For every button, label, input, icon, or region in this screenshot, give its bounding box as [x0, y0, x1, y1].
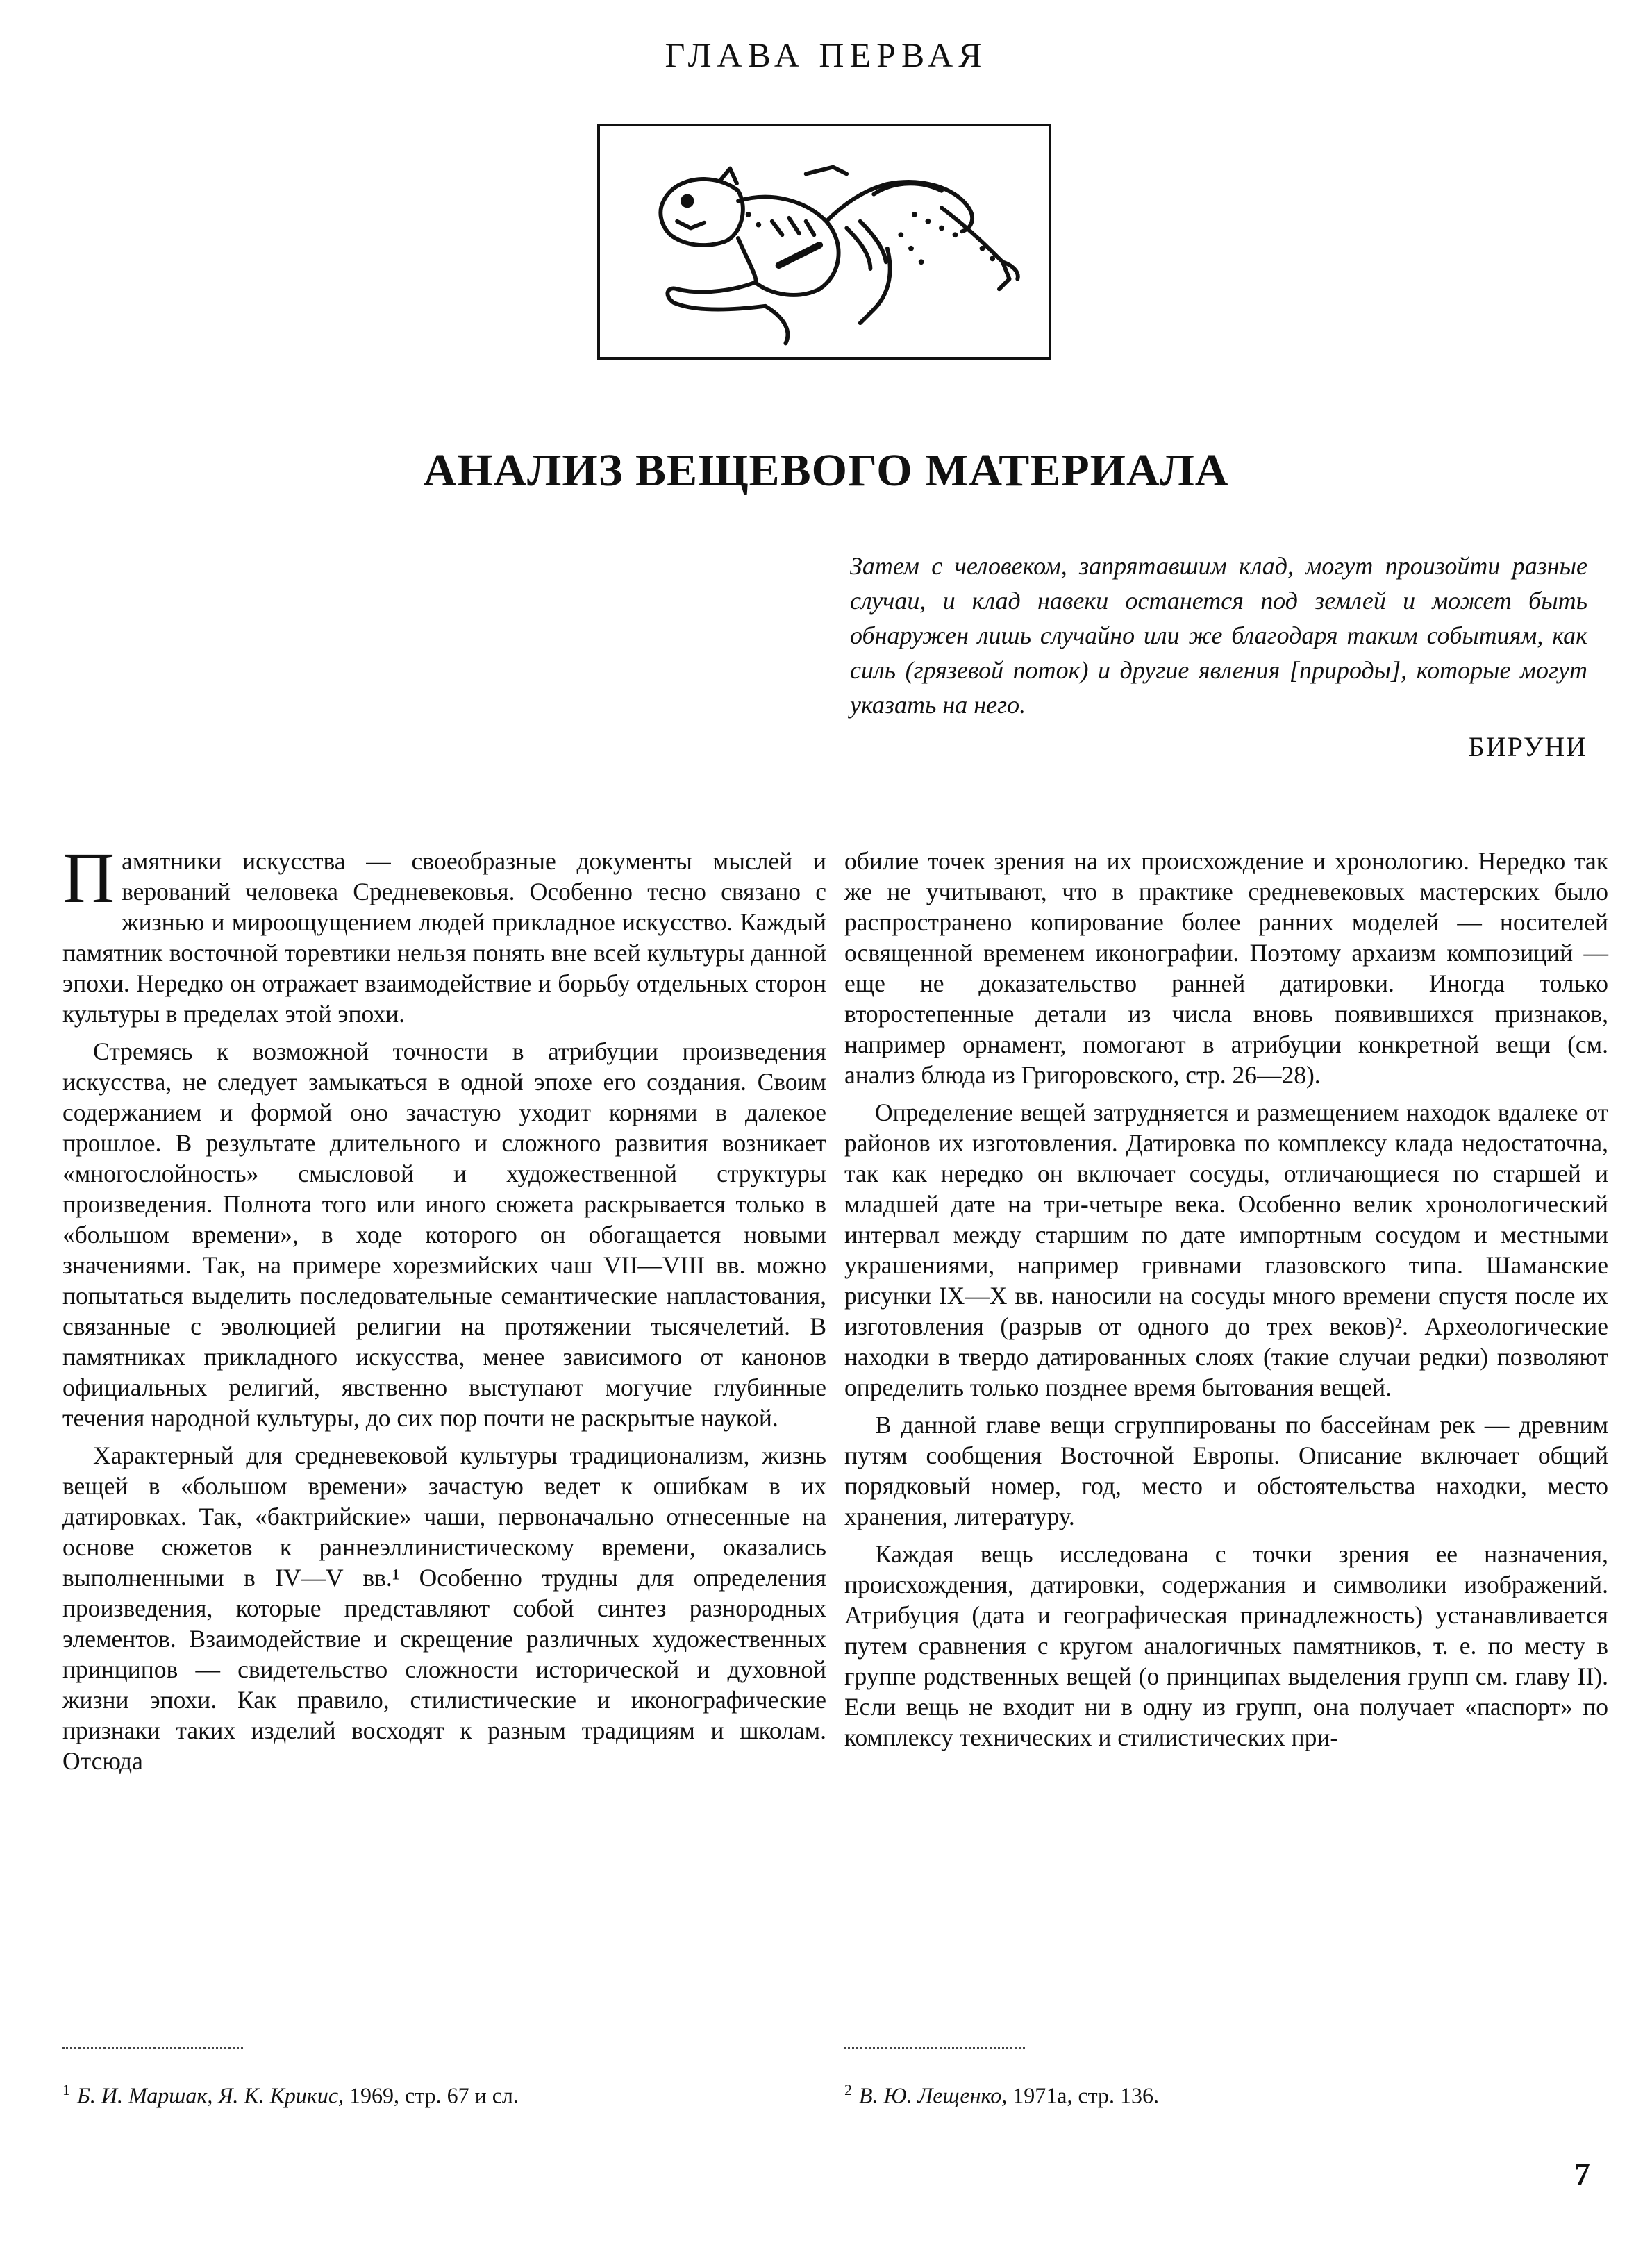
footnote-authors: Б. И. Маршак, Я. К. Крикис, — [77, 2082, 344, 2108]
footnote-divider — [844, 2047, 1025, 2049]
footnote — [844, 2076, 1608, 2110]
page-title: АНАЛИЗ ВЕЩЕВОГО МАТЕРИАЛА — [423, 445, 1229, 496]
footnote-number: 2 — [844, 2081, 852, 2098]
paragraph: В данной главе вещи сгруппированы по бассейнам рек — древним путям сообщения Восточной Европы. Описание включает общий порядковый номер, год, место и обстоятельства находки, место хранения, литературу. — [844, 1411, 1608, 1530]
paragraph: Стремясь к возможной точности в атрибуции произведения искусства, не следует замыкаться в одной эпохе его создания. Своим содержанием и формой оно зачастую уходит корнями в далекое прошлое. В результате длительного и сложного развития возникает «многослойность» смысловой и художественной структуры произведения. Полнота того или иного сюжета раскрывается только в «большом времени», в ходе которого он обогащается новыми значениями. Так, на примере хорезмийских чаш VII—VIII вв. можно попытаться выделить последовательные семантические напластования, связанные с эволюцией религии на протяжении тысячелетий. В памятниках прикладного искусства, менее зависимого от канонов официальных религий, явственно выступают могучие глубинные течения народной культуры, до сих пор почти не раскрытые наукой. — [62, 1037, 826, 1432]
epigraph-text: Затем с человеком, запрятавшим клад, могут произойти разные случаи, и клад навеки останется под землей и может быть обнаружен лишь случайно или же благодаря таким событиям, как силь (грязевой поток) и другие явления [природы], которые могут указать на него. — [850, 552, 1587, 719]
paragraph: Характерный для средневековой культуры традиционализм, жизнь вещей в «большом времени» зачастую ведет к ошибкам в их датировках. Так, «бактрийские» чаши, первоначально отнесенные на основе сюжетов к раннеэллинистическому времени, оказались выполненными в IV—V вв.¹ Особенно трудны для определения произведения, которые представляют собой синтез разнородных элементов. Взаимодействие и скрещение различных художественных принципов — свидетельство сложности исторической и духовной жизни эпохи. Как правило, стилистические и иконографические признаки таких изделий восходят к разным традициям и школам. Отсюда — [62, 1442, 826, 1775]
left-column — [62, 838, 826, 1783]
footnote-number: 1 — [62, 2081, 70, 2098]
paragraph: Каждая вещь исследована с точки зрения ее назначения, происхождения, датировки, содержания и символики изображений. Атрибуция (дата и географическая принадлежность) устанавливается путем сравнения с кругом аналогичных памятников, т. е. по месту в группе родственных вещей (о принципах выделения групп см. главу II). Если вещь не входит ни в одну из групп, она получает «паспорт» по комплексу технических и стилистических при- — [844, 1540, 1608, 1751]
paragraph: обилие точек зрения на их происхождение и хронологию. Нередко так же не учитывают, что в практике средневековых мастерских было распространено копирование более ранних моделей — носителей освященной временем иконографии. Поэтому архаизм композиций — еще не доказательство ранней датировки. Иногда только второстепенные детали из числа вновь появившихся признаков, например орнамент, помогают в атрибуции конкретной вещи (см. анализ блюда из Григоровского, стр. 26—28). — [844, 847, 1608, 1089]
chapter-label: ГЛАВА ПЕРВАЯ — [665, 35, 987, 74]
drop-cap: П — [62, 838, 115, 918]
paragraph: Определение вещей затрудняется и размещением находок вдалеке от районов их изготовления. Датировка по комплексу клада недостаточна, так как нередко он включает сосуды, отличающиеся по старшей и младшей дате на три-четыре века. Особенно велик хронологический интервал между старшим по дате импортным сосудом и местными украшениями, например гривнами глазовского типа. Шаманские рисунки IX—X вв. наносили на сосуды много времени спустя после их изготовления (разрыв от одного до трех веков)². Археологические находки в твердо датированных слоях (такие случаи редки) позволяют определить только позднее время бытования вещей. — [844, 1099, 1608, 1401]
footnote-ref: 1969, стр. 67 и сл. — [349, 2082, 519, 2108]
paragraph-text: амятники искусства — своеобразные документы мыслей и верований человека Средневековья. Особенно тесно связано с жизнью и мироощущением людей прикладное искусство. Каждый памятник восточной торевтики нельзя понять вне всей культуры данной эпохи. Нередко он отражает взаимодействие и борьбу отдельных сторон культуры в пределах этой эпохи. — [62, 847, 826, 1028]
footnote-authors: В. Ю. Лещенко, — [859, 2082, 1008, 2108]
panther-illustration-icon — [600, 126, 1049, 357]
footnote-divider — [62, 2047, 243, 2049]
footnote — [62, 2076, 826, 2110]
page-number: 7 — [1574, 2156, 1590, 2191]
paragraph — [62, 838, 826, 1029]
right-column — [844, 846, 1608, 1760]
chapter-vignette — [597, 124, 1051, 360]
footnote-ref: 1971а, стр. 136. — [1012, 2082, 1160, 2108]
epigraph-author: БИРУНИ — [1468, 731, 1587, 762]
